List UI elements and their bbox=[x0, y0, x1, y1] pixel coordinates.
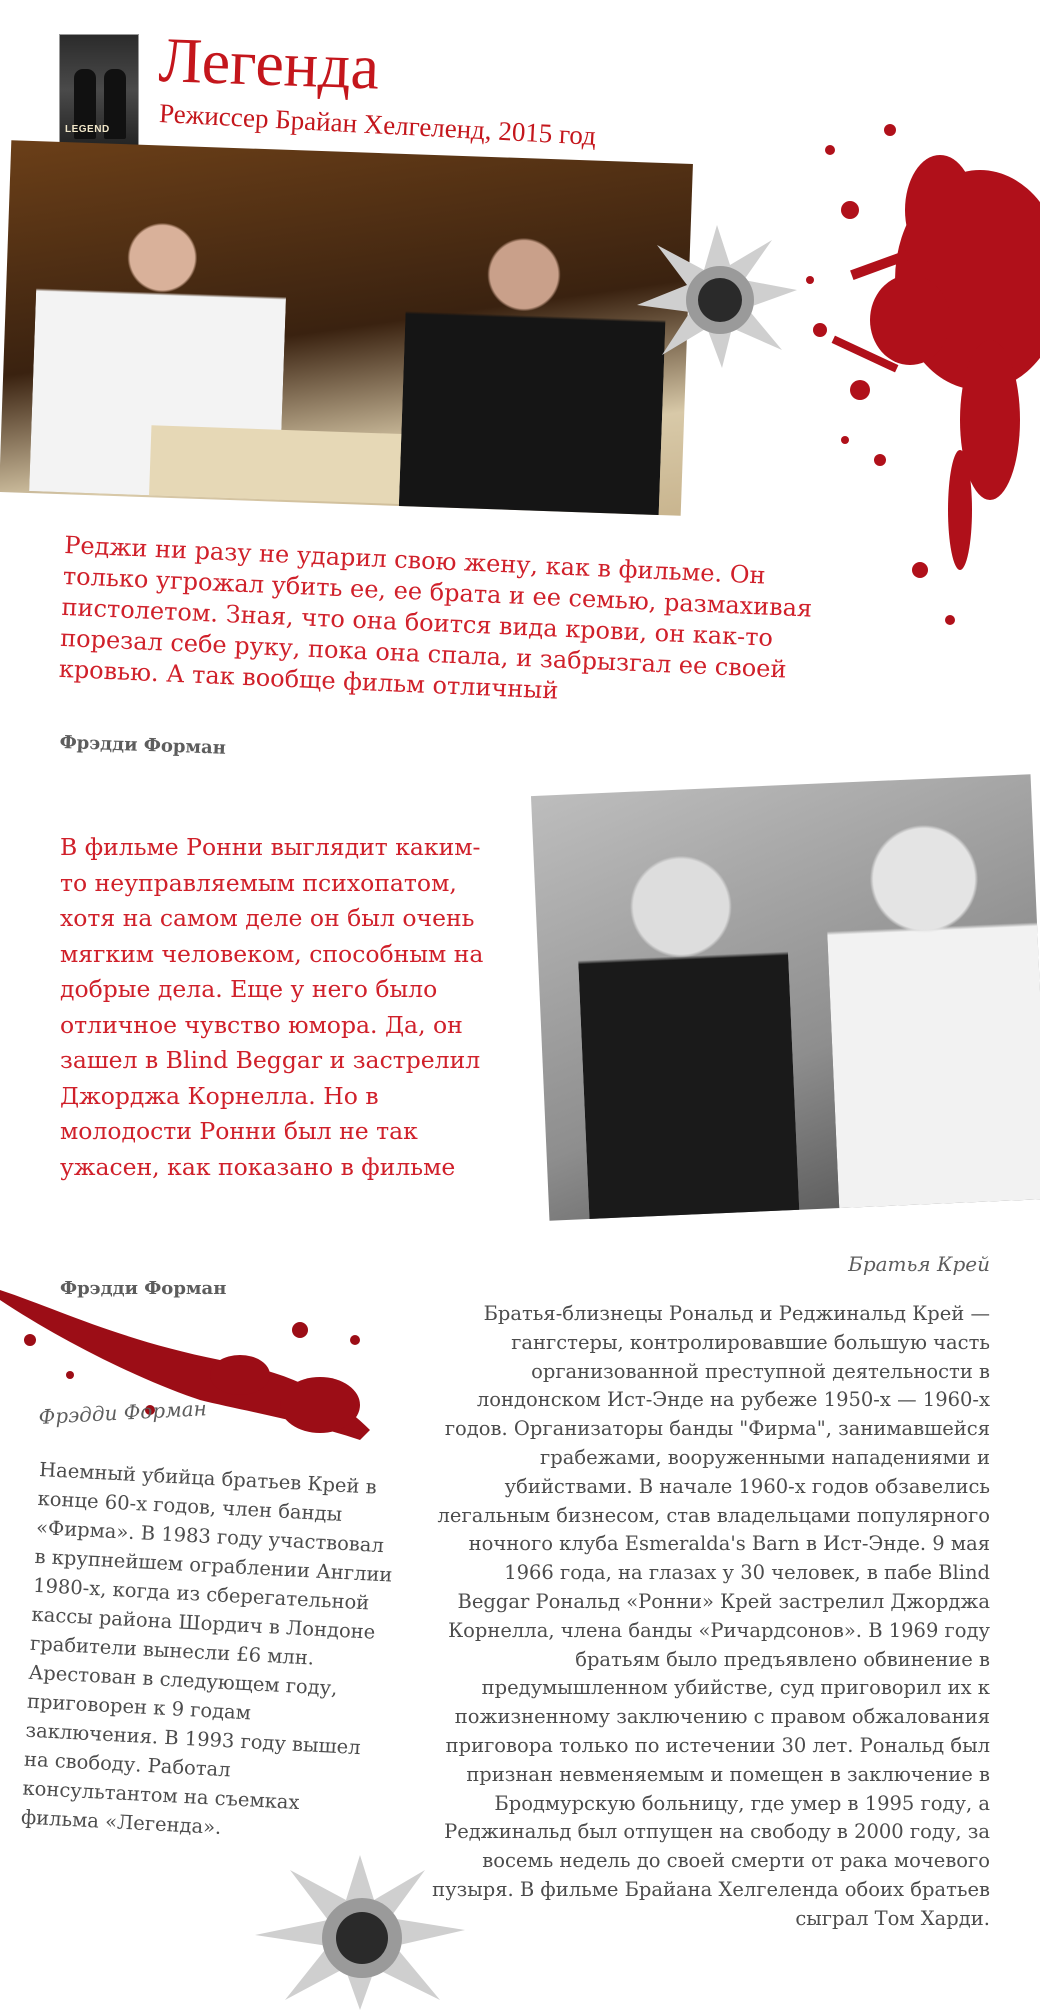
page-title: Легенда bbox=[157, 24, 381, 103]
quote-text: В фильме Ронни выглядит каким-то неуправляемым психопатом, хотя на самом деле он был очень мягким человеком, способным на добрые дела. Еще у него было отличное чувство юмора. Да, он зашел в Blind Beggar и застрелил Джорджа Корнелла. Но в молодости Ронни был не так ужасен, как показано в фильме bbox=[60, 833, 484, 1181]
quote-author: Фрэдди Форман bbox=[59, 732, 227, 759]
bullet-hole-icon bbox=[632, 220, 802, 370]
quote-author: Фрэдди Форман bbox=[60, 1278, 227, 1299]
bullet-hole-icon bbox=[250, 1850, 470, 2010]
quote-text: Реджи ни разу не ударил свою жену, как в фильме. Он только угрожал убить ее, ее брата и ее семью, размахивая пистолетом. Зная, что она боится вида крови, он как-то порезал себе руку, пока она спала, и забрызгал ее своей кровью. А так вообще фильм отличный bbox=[58, 530, 813, 705]
photo-person bbox=[822, 814, 1040, 1221]
film-still-photo bbox=[0, 140, 693, 516]
brothers-bio: Братья-близнецы Рональд и Реджинальд Крей — гангстеры, контролировавшие большую часть организованной преступной деятельности в лондонском Ист-Энде на рубеже 1950-х — 1960-х годов. Организаторы банды "Фирма", занимавшейся грабежами, вооруженными нападениями и убийствами. В начале 1960-х годов обзавелись легальным бизнесом, став владельцами популярного ночного клуба Esmeralda's Barn в Ист-Энде. 9 мая 1966 года, на глазах у 30 человек, в пабе Blind Beggar Рональд «Ронни» Крей застрелил Джорджа Корнелла, члена банды «Ричардсонов». В 1969 году братьям было предъявлено обвинение в предумышленном убийстве, суд приговорил их к пожизненному заключению с правом обжалования приговора только по истечении 30 лет. Рональд был признан невменяемым и помещен в заключение в Бродмурскую больницу, где умер в 1995 году, а Реджинальд был отпущен на свободу в 2000 году, за восемь недель до своей смерти от рака мочевого пузыря. В фильме Брайана Хелгеленда обоих братьев сыграл Том Харди. bbox=[432, 1302, 990, 1930]
kray-brothers-photo bbox=[531, 774, 1040, 1220]
photo-caption: Фрэдди Форман bbox=[38, 1396, 208, 1429]
photo-caption: Братья Крей bbox=[848, 1252, 990, 1276]
page-subtitle: Режиссер Брайан Хелгеленд, 2015 год bbox=[158, 98, 597, 151]
poster-logo: LEGEND bbox=[65, 124, 110, 135]
freddie-bio: Наемный убийца братьев Крей в конце 60-х годов, член банды «Фирма». В 1983 году участвовал в крупнейшем ограблении Англии 1980-х, когда из сберегательной кассы района Шордич в Лондоне грабители вынесли £6 млн. Арестован в следующем году, приговорен к 9 годам заключения. В 1993 году вышел на свободу. Работал консультантом на съемках фильма «Легенда». bbox=[20, 1457, 393, 1839]
photo-person bbox=[574, 845, 800, 1221]
movie-poster bbox=[59, 34, 139, 158]
photo-person bbox=[399, 224, 669, 516]
